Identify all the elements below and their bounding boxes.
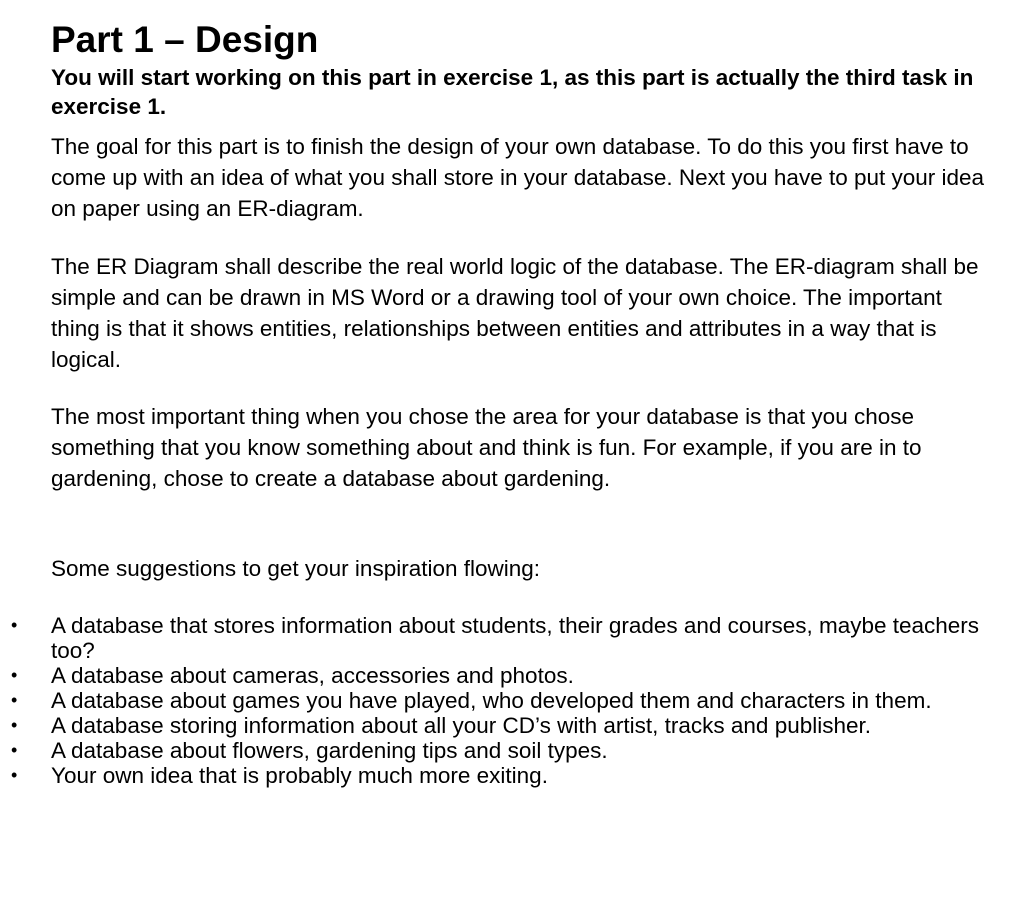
bullet-icon: •: [11, 690, 18, 710]
list-item: [0, 738, 981, 763]
list-item-text: Your own idea that is probably much more exiting.: [51, 763, 548, 788]
list-item: [0, 613, 981, 663]
suggestions-list: [0, 613, 1000, 788]
paragraph-choose-area: The most important thing when you chose the area for your database is that you chose something that you know something about and think is fun. For example, if you are in to gardening, chose to create a database about gardening.: [51, 404, 922, 491]
list-item: [0, 763, 981, 788]
bullet-icon: •: [11, 665, 18, 685]
page-title: Part 1 – Design: [51, 19, 319, 60]
bullet-icon: •: [11, 740, 18, 760]
paragraph-suggestions-intro: Some suggestions to get your inspiration flowing:: [51, 556, 541, 581]
paragraph-er-diagram: The ER Diagram shall describe the real world logic of the database. The ER-diagram shall be simple and can be drawn in MS Word or a drawing tool of your own choice. The important thing is that it shows entities, relationships between entities and attributes in a way that is logical.: [51, 254, 979, 372]
list-item-text: A database storing information about all your CD’s with artist, tracks and publisher.: [51, 713, 872, 738]
paragraph-goal: The goal for this part is to finish the design of your own database. To do this you first have to come up with an idea of what you shall store in your database. Next you have to put your idea on paper using an ER-diagram.: [51, 134, 985, 221]
list-item: [0, 713, 981, 738]
list-item: [0, 688, 981, 713]
task-note: You will start working on this part in exercise 1, as this part is actually the third task in exercise 1.: [51, 65, 974, 119]
list-item: [0, 663, 981, 688]
list-item-text: A database that stores information about students, their grades and courses, maybe teachers too?: [51, 613, 980, 663]
list-item-text: A database about flowers, gardening tips and soil types.: [51, 738, 608, 763]
bullet-icon: •: [11, 715, 18, 735]
bullet-icon: •: [11, 615, 18, 635]
list-item-text: A database about cameras, accessories and photos.: [51, 663, 574, 688]
list-item-text: A database about games you have played, who developed them and characters in them.: [51, 688, 932, 713]
bullet-icon: •: [11, 765, 18, 785]
